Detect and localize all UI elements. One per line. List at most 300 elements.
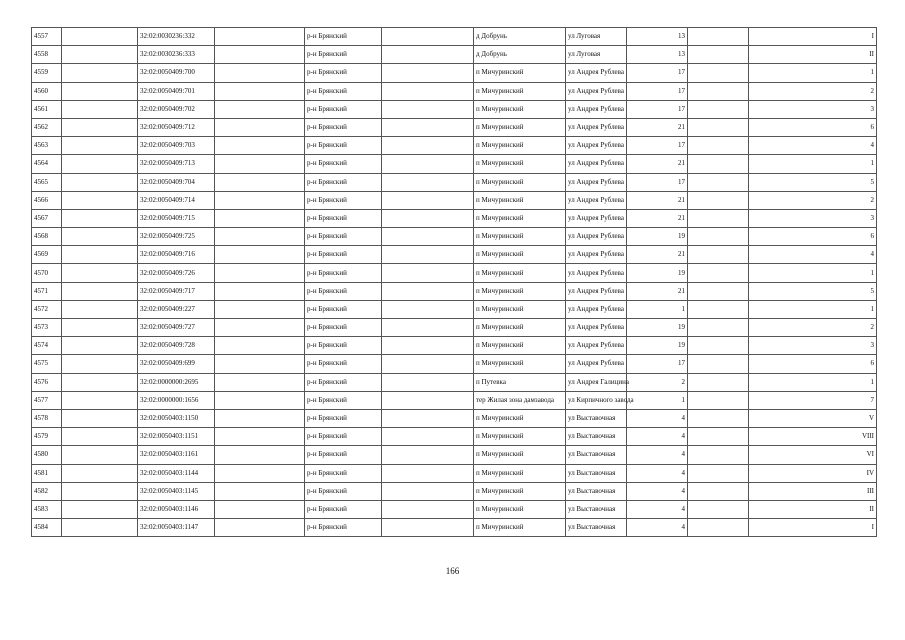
table-row xyxy=(32,446,877,464)
district-cell: р-н Брянский xyxy=(305,482,382,500)
empty-cell xyxy=(215,355,305,373)
house-number-cell: 1 xyxy=(627,300,688,318)
street-cell: ул Андрея Рублева xyxy=(566,282,627,300)
house-number-cell: 17 xyxy=(627,100,688,118)
row-number-cell: 4568 xyxy=(32,228,62,246)
row-number-cell: 4580 xyxy=(32,446,62,464)
district-cell: р-н Брянский xyxy=(305,118,382,136)
empty-cell xyxy=(62,428,138,446)
house-number-cell: 19 xyxy=(627,228,688,246)
street-cell: ул Андрея Рублева xyxy=(566,228,627,246)
district-cell: р-н Брянский xyxy=(305,46,382,64)
empty-cell xyxy=(215,446,305,464)
house-number-cell: 21 xyxy=(627,246,688,264)
unit-number-cell: 2 xyxy=(749,191,877,209)
empty-cell xyxy=(62,482,138,500)
empty-cell xyxy=(382,118,474,136)
district-cell: р-н Брянский xyxy=(305,500,382,518)
table-row xyxy=(32,118,877,136)
empty-cell xyxy=(62,191,138,209)
district-cell: р-н Брянский xyxy=(305,300,382,318)
row-number-cell: 4574 xyxy=(32,337,62,355)
street-cell: ул Андрея Рублева xyxy=(566,300,627,318)
empty-cell xyxy=(62,246,138,264)
row-number-cell: 4564 xyxy=(32,155,62,173)
street-cell: ул Выставочная xyxy=(566,500,627,518)
locality-cell: п Мичуринский xyxy=(474,118,566,136)
row-number-cell: 4565 xyxy=(32,173,62,191)
street-cell: ул Андрея Рублева xyxy=(566,137,627,155)
district-cell: р-н Брянский xyxy=(305,155,382,173)
street-cell: ул Выставочная xyxy=(566,464,627,482)
cadastral-number-cell: 32:02:0050403:1144 xyxy=(138,464,215,482)
locality-cell: п Мичуринский xyxy=(474,482,566,500)
empty-cell xyxy=(382,191,474,209)
empty-cell xyxy=(688,319,749,337)
empty-cell xyxy=(688,482,749,500)
district-cell: р-н Брянский xyxy=(305,246,382,264)
empty-cell xyxy=(215,28,305,46)
empty-cell xyxy=(688,246,749,264)
district-cell: р-н Брянский xyxy=(305,337,382,355)
row-number-cell: 4570 xyxy=(32,264,62,282)
row-number-cell: 4569 xyxy=(32,246,62,264)
cadastral-number-cell: 32:02:0050403:1146 xyxy=(138,500,215,518)
cadastral-number-cell: 32:02:0050403:1145 xyxy=(138,482,215,500)
empty-cell xyxy=(215,464,305,482)
locality-cell: п Мичуринский xyxy=(474,246,566,264)
street-cell: ул Выставочная xyxy=(566,409,627,427)
row-number-cell: 4584 xyxy=(32,519,62,537)
unit-number-cell: IV xyxy=(749,464,877,482)
street-cell: ул Андрея Рублева xyxy=(566,264,627,282)
locality-cell: п Мичуринский xyxy=(474,519,566,537)
house-number-cell: 21 xyxy=(627,118,688,136)
street-cell: ул Андрея Рублева xyxy=(566,355,627,373)
empty-cell xyxy=(62,173,138,191)
house-number-cell: 4 xyxy=(627,446,688,464)
unit-number-cell: 3 xyxy=(749,337,877,355)
cadastral-number-cell: 32:02:0050403:1161 xyxy=(138,446,215,464)
unit-number-cell: 1 xyxy=(749,155,877,173)
locality-cell: п Мичуринский xyxy=(474,300,566,318)
empty-cell xyxy=(688,300,749,318)
empty-cell xyxy=(215,228,305,246)
unit-number-cell: II xyxy=(749,500,877,518)
empty-cell xyxy=(688,28,749,46)
empty-cell xyxy=(382,228,474,246)
cadastral-number-cell: 32:02:0030236:332 xyxy=(138,28,215,46)
cadastral-number-cell: 32:02:0050403:1147 xyxy=(138,519,215,537)
table-row xyxy=(32,100,877,118)
street-cell: ул Выставочная xyxy=(566,519,627,537)
locality-cell: п Мичуринский xyxy=(474,319,566,337)
empty-cell xyxy=(688,337,749,355)
district-cell: р-н Брянский xyxy=(305,264,382,282)
empty-cell xyxy=(62,228,138,246)
district-cell: р-н Брянский xyxy=(305,28,382,46)
house-number-cell: 4 xyxy=(627,500,688,518)
district-cell: р-н Брянский xyxy=(305,391,382,409)
row-number-cell: 4558 xyxy=(32,46,62,64)
street-cell: ул Андрея Рублева xyxy=(566,319,627,337)
locality-cell: п Мичуринский xyxy=(474,228,566,246)
house-number-cell: 17 xyxy=(627,355,688,373)
empty-cell xyxy=(215,173,305,191)
table-row xyxy=(32,209,877,227)
row-number-cell: 4571 xyxy=(32,282,62,300)
empty-cell xyxy=(688,282,749,300)
house-number-cell: 21 xyxy=(627,209,688,227)
empty-cell xyxy=(382,282,474,300)
empty-cell xyxy=(688,428,749,446)
table-row xyxy=(32,464,877,482)
row-number-cell: 4579 xyxy=(32,428,62,446)
cadastral-number-cell: 32:02:0000000:2695 xyxy=(138,373,215,391)
unit-number-cell: 6 xyxy=(749,228,877,246)
unit-number-cell: 4 xyxy=(749,137,877,155)
row-number-cell: 4557 xyxy=(32,28,62,46)
row-number-cell: 4576 xyxy=(32,373,62,391)
empty-cell xyxy=(688,228,749,246)
empty-cell xyxy=(382,373,474,391)
empty-cell xyxy=(382,500,474,518)
unit-number-cell: 2 xyxy=(749,82,877,100)
table-row xyxy=(32,373,877,391)
empty-cell xyxy=(688,519,749,537)
locality-cell: п Мичуринский xyxy=(474,464,566,482)
row-number-cell: 4562 xyxy=(32,118,62,136)
district-cell: р-н Брянский xyxy=(305,173,382,191)
table-row xyxy=(32,228,877,246)
house-number-cell: 13 xyxy=(627,46,688,64)
district-cell: р-н Брянский xyxy=(305,319,382,337)
table-row xyxy=(32,319,877,337)
district-cell: р-н Брянский xyxy=(305,373,382,391)
table-row xyxy=(32,28,877,46)
district-cell: р-н Брянский xyxy=(305,282,382,300)
table-row xyxy=(32,64,877,82)
unit-number-cell: VI xyxy=(749,446,877,464)
district-cell: р-н Брянский xyxy=(305,100,382,118)
street-cell: ул Выставочная xyxy=(566,428,627,446)
locality-cell: п Мичуринский xyxy=(474,82,566,100)
empty-cell xyxy=(62,409,138,427)
row-number-cell: 4582 xyxy=(32,482,62,500)
empty-cell xyxy=(215,300,305,318)
cadastral-number-cell: 32:02:0050409:713 xyxy=(138,155,215,173)
row-number-cell: 4563 xyxy=(32,137,62,155)
house-number-cell: 19 xyxy=(627,319,688,337)
empty-cell xyxy=(382,264,474,282)
empty-cell xyxy=(382,173,474,191)
empty-cell xyxy=(382,409,474,427)
empty-cell xyxy=(62,464,138,482)
row-number-cell: 4560 xyxy=(32,82,62,100)
row-number-cell: 4583 xyxy=(32,500,62,518)
empty-cell xyxy=(62,64,138,82)
cadastral-number-cell: 32:02:0000000:1656 xyxy=(138,391,215,409)
street-cell: ул Луговая xyxy=(566,46,627,64)
cadastral-number-cell: 32:02:0050409:712 xyxy=(138,118,215,136)
empty-cell xyxy=(62,155,138,173)
empty-cell xyxy=(382,337,474,355)
house-number-cell: 17 xyxy=(627,173,688,191)
house-number-cell: 21 xyxy=(627,282,688,300)
cadastral-number-cell: 32:02:0050409:700 xyxy=(138,64,215,82)
empty-cell xyxy=(382,100,474,118)
street-cell: ул Андрея Рублева xyxy=(566,64,627,82)
street-cell: ул Андрея Рублева xyxy=(566,246,627,264)
empty-cell xyxy=(62,500,138,518)
cadastral-number-cell: 32:02:0050409:726 xyxy=(138,264,215,282)
street-cell: ул Выставочная xyxy=(566,482,627,500)
locality-cell: п Мичуринский xyxy=(474,191,566,209)
house-number-cell: 1 xyxy=(627,391,688,409)
street-cell: ул Андрея Рублева xyxy=(566,100,627,118)
empty-cell xyxy=(688,446,749,464)
unit-number-cell: 1 xyxy=(749,300,877,318)
empty-cell xyxy=(62,300,138,318)
empty-cell xyxy=(215,500,305,518)
empty-cell xyxy=(62,28,138,46)
locality-cell: п Мичуринский xyxy=(474,264,566,282)
empty-cell xyxy=(215,46,305,64)
empty-cell xyxy=(215,428,305,446)
street-cell: ул Андрея Рублева xyxy=(566,155,627,173)
table-row xyxy=(32,500,877,518)
empty-cell xyxy=(62,264,138,282)
house-number-cell: 21 xyxy=(627,191,688,209)
empty-cell xyxy=(215,155,305,173)
house-number-cell: 19 xyxy=(627,264,688,282)
empty-cell xyxy=(382,64,474,82)
house-number-cell: 17 xyxy=(627,64,688,82)
unit-number-cell: II xyxy=(749,46,877,64)
empty-cell xyxy=(215,100,305,118)
empty-cell xyxy=(62,373,138,391)
empty-cell xyxy=(215,482,305,500)
empty-cell xyxy=(688,373,749,391)
unit-number-cell: V xyxy=(749,409,877,427)
table-row xyxy=(32,191,877,209)
empty-cell xyxy=(382,355,474,373)
registry-table-body xyxy=(32,28,877,537)
empty-cell xyxy=(62,446,138,464)
cadastral-number-cell: 32:02:0050409:699 xyxy=(138,355,215,373)
unit-number-cell: 5 xyxy=(749,282,877,300)
house-number-cell: 2 xyxy=(627,373,688,391)
empty-cell xyxy=(688,409,749,427)
row-number-cell: 4575 xyxy=(32,355,62,373)
empty-cell xyxy=(382,246,474,264)
table-row xyxy=(32,155,877,173)
empty-cell xyxy=(62,118,138,136)
house-number-cell: 17 xyxy=(627,137,688,155)
table-row xyxy=(32,409,877,427)
house-number-cell: 4 xyxy=(627,519,688,537)
empty-cell xyxy=(688,118,749,136)
empty-cell xyxy=(688,46,749,64)
table-row xyxy=(32,46,877,64)
table-row xyxy=(32,391,877,409)
locality-cell: п Мичуринский xyxy=(474,64,566,82)
table-row xyxy=(32,173,877,191)
empty-cell xyxy=(688,391,749,409)
empty-cell xyxy=(382,519,474,537)
empty-cell xyxy=(382,482,474,500)
table-row xyxy=(32,519,877,537)
empty-cell xyxy=(62,46,138,64)
row-number-cell: 4577 xyxy=(32,391,62,409)
empty-cell xyxy=(688,191,749,209)
locality-cell: п Мичуринский xyxy=(474,428,566,446)
cadastral-number-cell: 32:02:0050409:727 xyxy=(138,319,215,337)
unit-number-cell: 1 xyxy=(749,264,877,282)
locality-cell: д Добрунь xyxy=(474,46,566,64)
street-cell: ул Андрея Галицина xyxy=(566,373,627,391)
street-cell: ул Луговая xyxy=(566,28,627,46)
district-cell: р-н Брянский xyxy=(305,355,382,373)
empty-cell xyxy=(688,355,749,373)
street-cell: ул Кирпичного завода xyxy=(566,391,627,409)
unit-number-cell: 4 xyxy=(749,246,877,264)
empty-cell xyxy=(382,209,474,227)
empty-cell xyxy=(688,82,749,100)
empty-cell xyxy=(62,137,138,155)
cadastral-number-cell: 32:02:0050409:703 xyxy=(138,137,215,155)
district-cell: р-н Брянский xyxy=(305,82,382,100)
empty-cell xyxy=(382,155,474,173)
locality-cell: п Мичуринский xyxy=(474,209,566,227)
locality-cell: п Мичуринский xyxy=(474,337,566,355)
house-number-cell: 4 xyxy=(627,428,688,446)
unit-number-cell: I xyxy=(749,519,877,537)
registry-table xyxy=(31,27,877,537)
district-cell: р-н Брянский xyxy=(305,64,382,82)
cadastral-number-cell: 32:02:0030236:333 xyxy=(138,46,215,64)
empty-cell xyxy=(215,282,305,300)
locality-cell: п Путевка xyxy=(474,373,566,391)
empty-cell xyxy=(215,209,305,227)
district-cell: р-н Брянский xyxy=(305,191,382,209)
unit-number-cell: VIII xyxy=(749,428,877,446)
district-cell: р-н Брянский xyxy=(305,464,382,482)
table-row xyxy=(32,428,877,446)
empty-cell xyxy=(382,46,474,64)
empty-cell xyxy=(688,500,749,518)
locality-cell: тер Жилая зона дамзавода xyxy=(474,391,566,409)
locality-cell: п Мичуринский xyxy=(474,446,566,464)
empty-cell xyxy=(62,355,138,373)
table-row xyxy=(32,282,877,300)
empty-cell xyxy=(215,118,305,136)
empty-cell xyxy=(215,264,305,282)
unit-number-cell: 1 xyxy=(749,373,877,391)
row-number-cell: 4567 xyxy=(32,209,62,227)
locality-cell: п Мичуринский xyxy=(474,355,566,373)
cadastral-number-cell: 32:02:0050409:728 xyxy=(138,337,215,355)
house-number-cell: 21 xyxy=(627,155,688,173)
unit-number-cell: 3 xyxy=(749,100,877,118)
cadastral-number-cell: 32:02:0050409:714 xyxy=(138,191,215,209)
empty-cell xyxy=(215,64,305,82)
empty-cell xyxy=(688,64,749,82)
house-number-cell: 13 xyxy=(627,28,688,46)
empty-cell xyxy=(382,319,474,337)
empty-cell xyxy=(62,82,138,100)
unit-number-cell: 7 xyxy=(749,391,877,409)
page-number: 166 xyxy=(445,566,460,576)
locality-cell: п Мичуринский xyxy=(474,173,566,191)
row-number-cell: 4581 xyxy=(32,464,62,482)
locality-cell: п Мичуринский xyxy=(474,282,566,300)
unit-number-cell: 5 xyxy=(749,173,877,191)
table-row xyxy=(32,137,877,155)
locality-cell: п Мичуринский xyxy=(474,155,566,173)
district-cell: р-н Брянский xyxy=(305,409,382,427)
row-number-cell: 4559 xyxy=(32,64,62,82)
cadastral-number-cell: 32:02:0050409:701 xyxy=(138,82,215,100)
empty-cell xyxy=(688,173,749,191)
table-row xyxy=(32,246,877,264)
row-number-cell: 4561 xyxy=(32,100,62,118)
locality-cell: д Добрунь xyxy=(474,28,566,46)
street-cell: ул Андрея Рублева xyxy=(566,337,627,355)
cadastral-number-cell: 32:02:0050409:227 xyxy=(138,300,215,318)
unit-number-cell: I xyxy=(749,28,877,46)
unit-number-cell: 6 xyxy=(749,118,877,136)
street-cell: ул Андрея Рублева xyxy=(566,82,627,100)
street-cell: ул Андрея Рублева xyxy=(566,173,627,191)
empty-cell xyxy=(688,264,749,282)
district-cell: р-н Брянский xyxy=(305,428,382,446)
house-number-cell: 4 xyxy=(627,464,688,482)
empty-cell xyxy=(215,409,305,427)
table-row xyxy=(32,264,877,282)
locality-cell: п Мичуринский xyxy=(474,100,566,118)
house-number-cell: 17 xyxy=(627,82,688,100)
empty-cell xyxy=(62,209,138,227)
cadastral-number-cell: 32:02:0050409:715 xyxy=(138,209,215,227)
cadastral-number-cell: 32:02:0050403:1151 xyxy=(138,428,215,446)
row-number-cell: 4578 xyxy=(32,409,62,427)
empty-cell xyxy=(62,282,138,300)
cadastral-number-cell: 32:02:0050409:725 xyxy=(138,228,215,246)
empty-cell xyxy=(688,155,749,173)
unit-number-cell: III xyxy=(749,482,877,500)
empty-cell xyxy=(215,391,305,409)
empty-cell xyxy=(688,464,749,482)
empty-cell xyxy=(215,337,305,355)
table-row xyxy=(32,482,877,500)
house-number-cell: 19 xyxy=(627,337,688,355)
unit-number-cell: 3 xyxy=(749,209,877,227)
house-number-cell: 4 xyxy=(627,482,688,500)
district-cell: р-н Брянский xyxy=(305,446,382,464)
empty-cell xyxy=(215,82,305,100)
street-cell: ул Андрея Рублева xyxy=(566,209,627,227)
house-number-cell: 4 xyxy=(627,409,688,427)
empty-cell xyxy=(62,319,138,337)
row-number-cell: 4573 xyxy=(32,319,62,337)
empty-cell xyxy=(215,137,305,155)
cadastral-number-cell: 32:02:0050409:704 xyxy=(138,173,215,191)
district-cell: р-н Брянский xyxy=(305,228,382,246)
row-number-cell: 4566 xyxy=(32,191,62,209)
locality-cell: п Мичуринский xyxy=(474,409,566,427)
empty-cell xyxy=(382,446,474,464)
